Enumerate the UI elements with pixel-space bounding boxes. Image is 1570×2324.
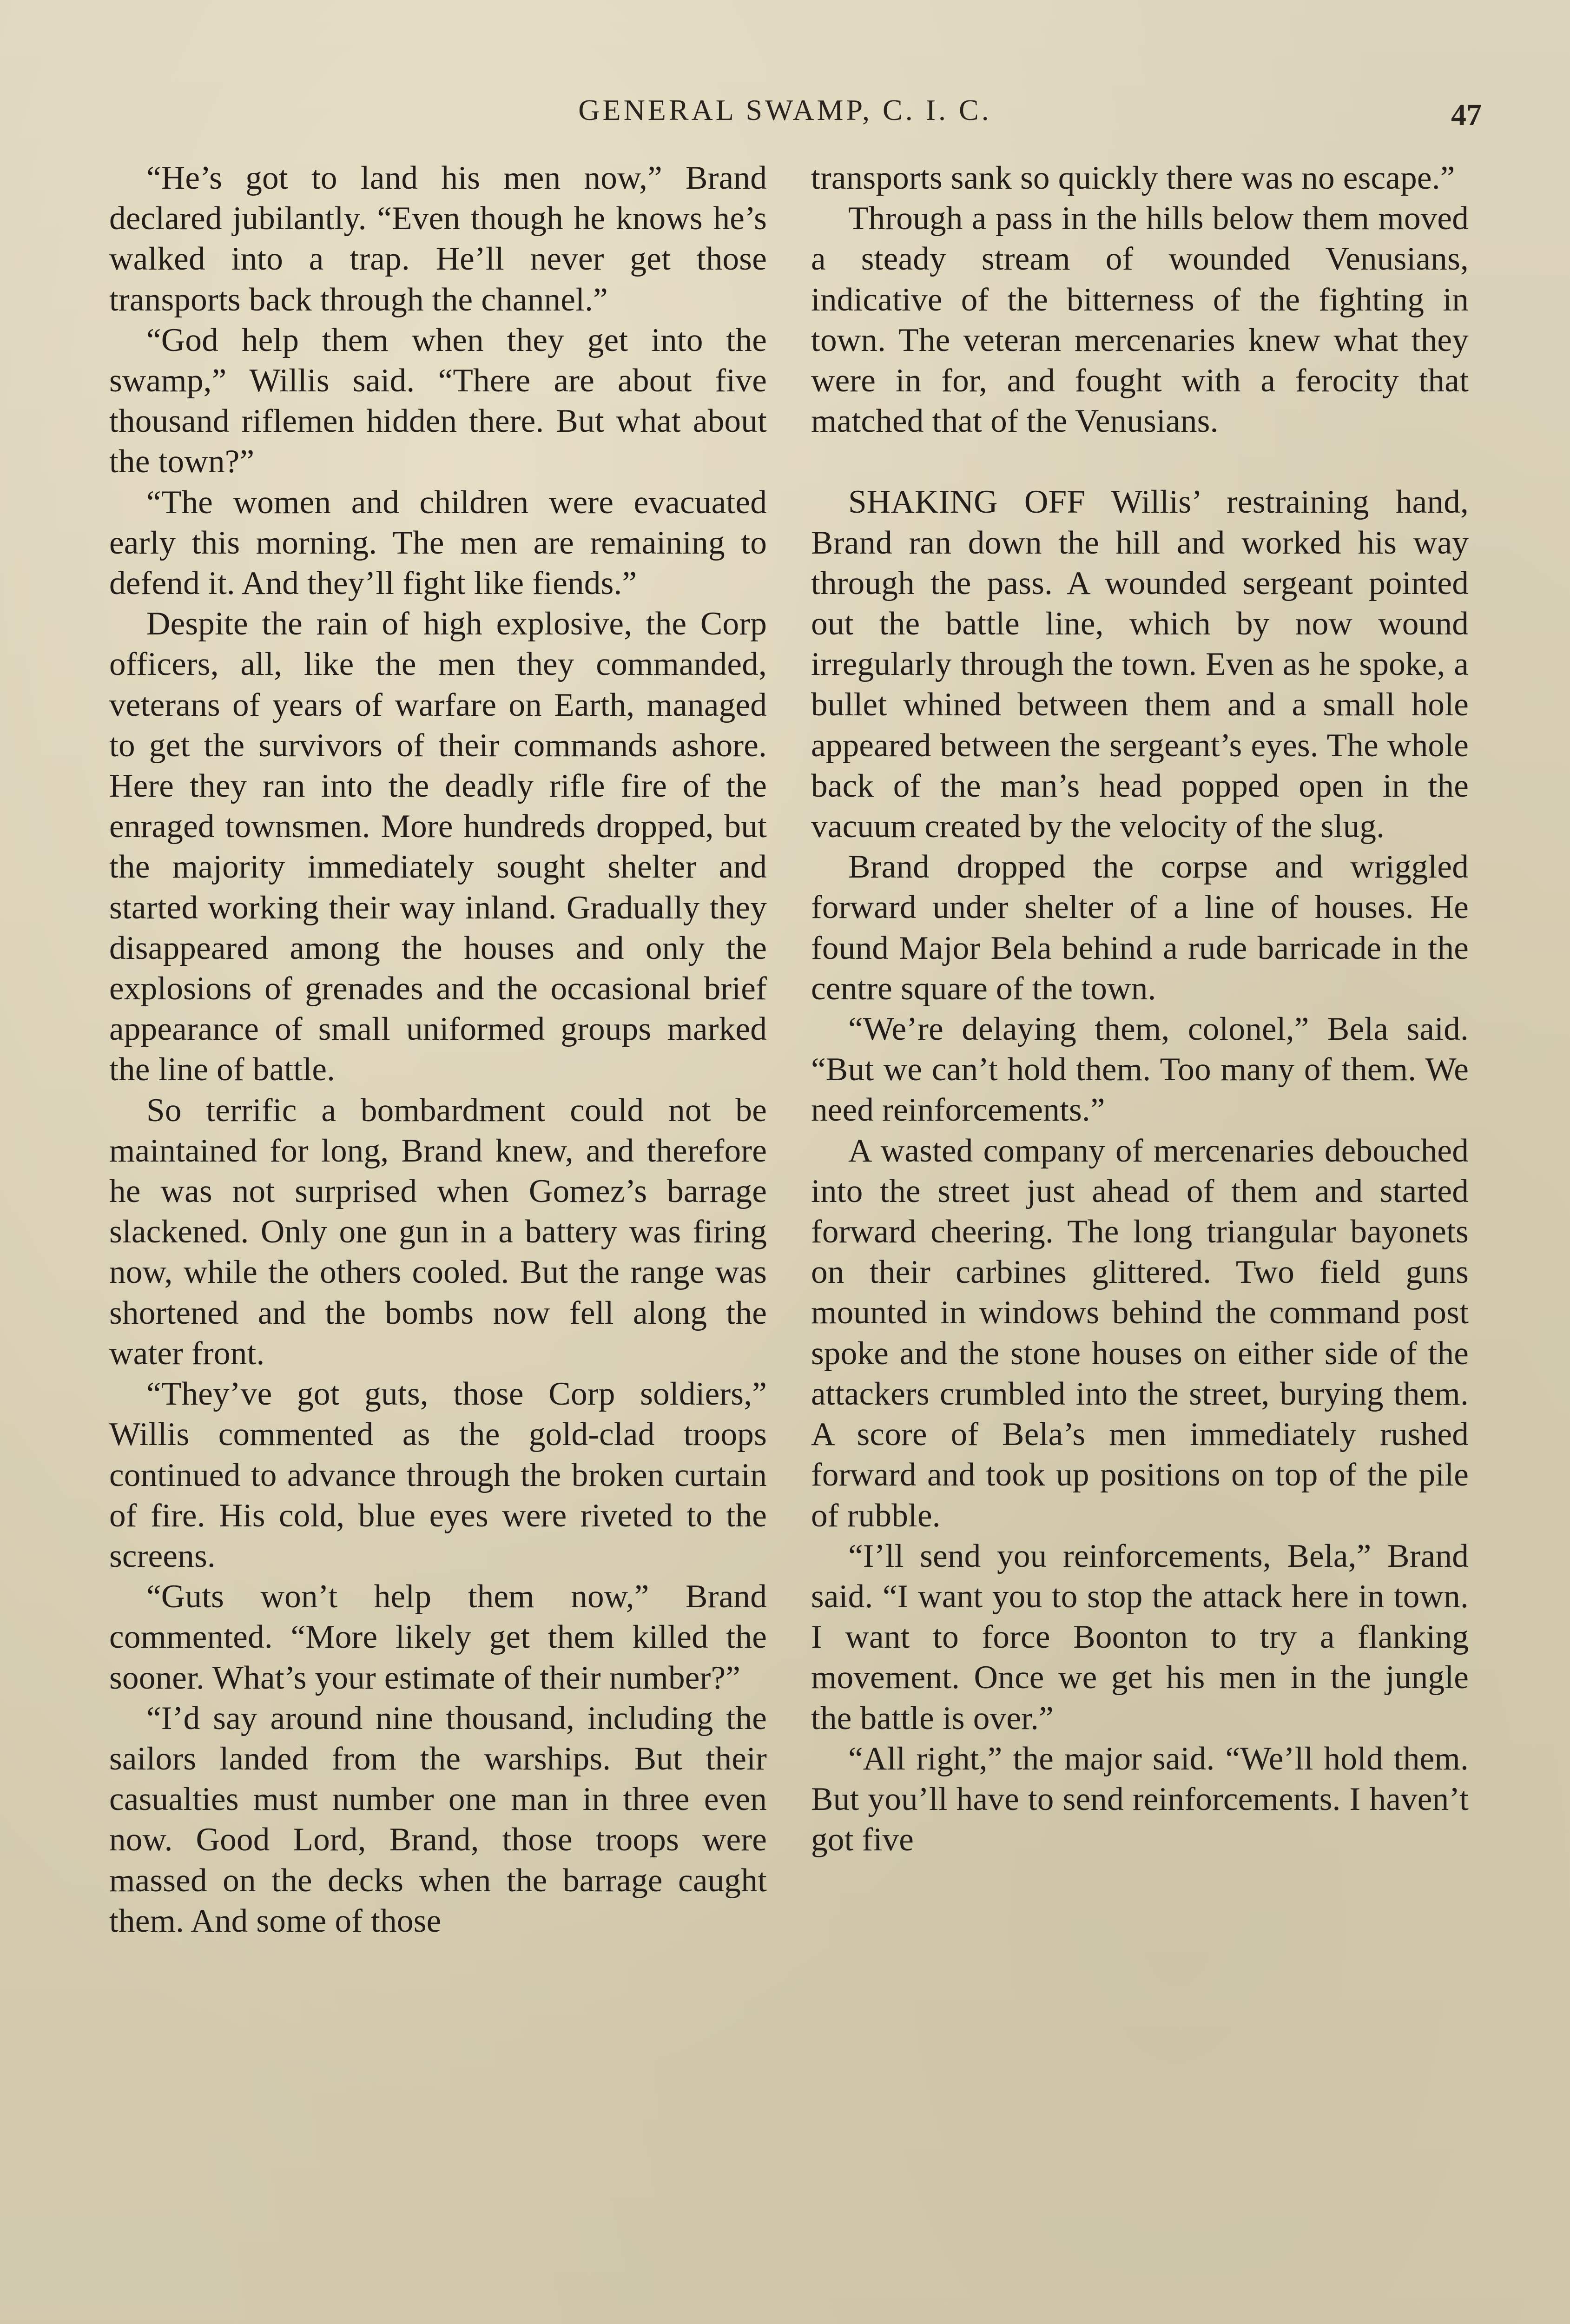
paragraph-continued: transports sank so quickly there was no escape.” (811, 160, 1455, 196)
paragraph: “Guts won’t help them now,” Brand commented. “More likely get them killed the sooner. What’s your estimate of their number?” (109, 1578, 767, 1696)
paragraph: A wasted company of mercenaries debouched into the street just ahead of them and started forward cheering. The long triangular bayonets on their carbines glittered. Two field guns mounted in windows behind the command post spoke and the stone houses on either side of the attackers crumbled into the street, burying them. A score of Bela’s men immediately rushed forward and took up positions on top of the pile of rubble. (811, 1132, 1469, 1534)
paragraph: “The women and children were evacuated early this morning. The men are remaining to defend it. And they’ll fight like fiends.” (109, 484, 767, 602)
section-start-paragraph: SHAKING OFF Willis’ restraining hand, Brand ran down the hill and worked his way through the pass. A wounded sergeant pointed out the battle line, which by now wound irregularly through the town. Even as he spoke, a bullet whined between them and a small hole appeared between the sergeant’s eyes. The whole back of the man’s head popped open in the vacuum created by the velocity of the slug. (811, 484, 1469, 845)
paragraph: Despite the rain of high explosive, the Corp officers, all, like the men they commanded, veterans of years of warfare on Earth, managed to get the survivors of their commands ashore. Here they ran into the deadly rifle fire of the enraged townsmen. More hundreds dropped, but the majority immediately sought shelter and started working their way inland. Gradually they disappeared among the houses and only the explosions of grenades and the occasional brief appearance of small uniformed groups marked the line of battle. (109, 606, 767, 1088)
paragraph: Brand dropped the corpse and wriggled forward under shelter of a line of houses. He found Major Bela behind a rude barricade in the centre square of the town. (811, 849, 1469, 1007)
page-number: 47 (1451, 98, 1482, 132)
paragraph: “I’ll send you reinforcements, Bela,” Brand said. “I want you to stop the attack here in town. I want to force Boonton to try a flanking movement. Once we get his men in the jungle the battle is over.” (811, 1538, 1469, 1736)
paragraph: “All right,” the major said. “We’ll hold them. But you’ll have to send reinforcements. I haven’t got five (811, 1740, 1469, 1858)
right-column (811, 158, 1469, 1860)
running-title: GENERAL SWAMP, C. I. C. (578, 93, 992, 126)
paragraph: “They’ve got guts, those Corp soldiers,” Willis commented as the gold-clad troops continued to advance through the broken curtain of fire. His cold, blue eyes were riveted to the screens. (109, 1376, 767, 1574)
paragraph: “We’re delaying them, colonel,” Bela said. “But we can’t hold them. Too many of them. We need reinforcements.” (811, 1011, 1469, 1129)
left-column (109, 158, 767, 1941)
paragraph: “God help them when they get into the swamp,” Willis said. “There are about five thousand riflemen hidden there. But what about the town?” (109, 322, 767, 480)
paragraph: “I’d say around nine thousand, including the sailors landed from the warships. But their casualties must number one man in three even now. Good Lord, Brand, those troops were massed on the decks when the barrage caught them. And some of those (109, 1700, 767, 1939)
paragraph: Through a pass in the hills below them moved a steady stream of wounded Venusians, indicative of the bitterness of the fighting in town. The veteran mercenaries knew what they were in for, and fought with a ferocity that matched that of the Venusians. (811, 200, 1469, 440)
paragraph: “He’s got to land his men now,” Brand declared jubilantly. “Even though he knows he’s walked into a trap. He’ll never get those transports back through the channel.” (109, 160, 767, 318)
page-header (0, 88, 1570, 139)
paragraph: So terrific a bombardment could not be maintained for long, Brand knew, and therefore he was not surprised when Gomez’s barrage slackened. Only one gun in a battery was firing now, while the others cooled. But the range was shortened and the bombs now fell along the water front. (109, 1092, 767, 1372)
